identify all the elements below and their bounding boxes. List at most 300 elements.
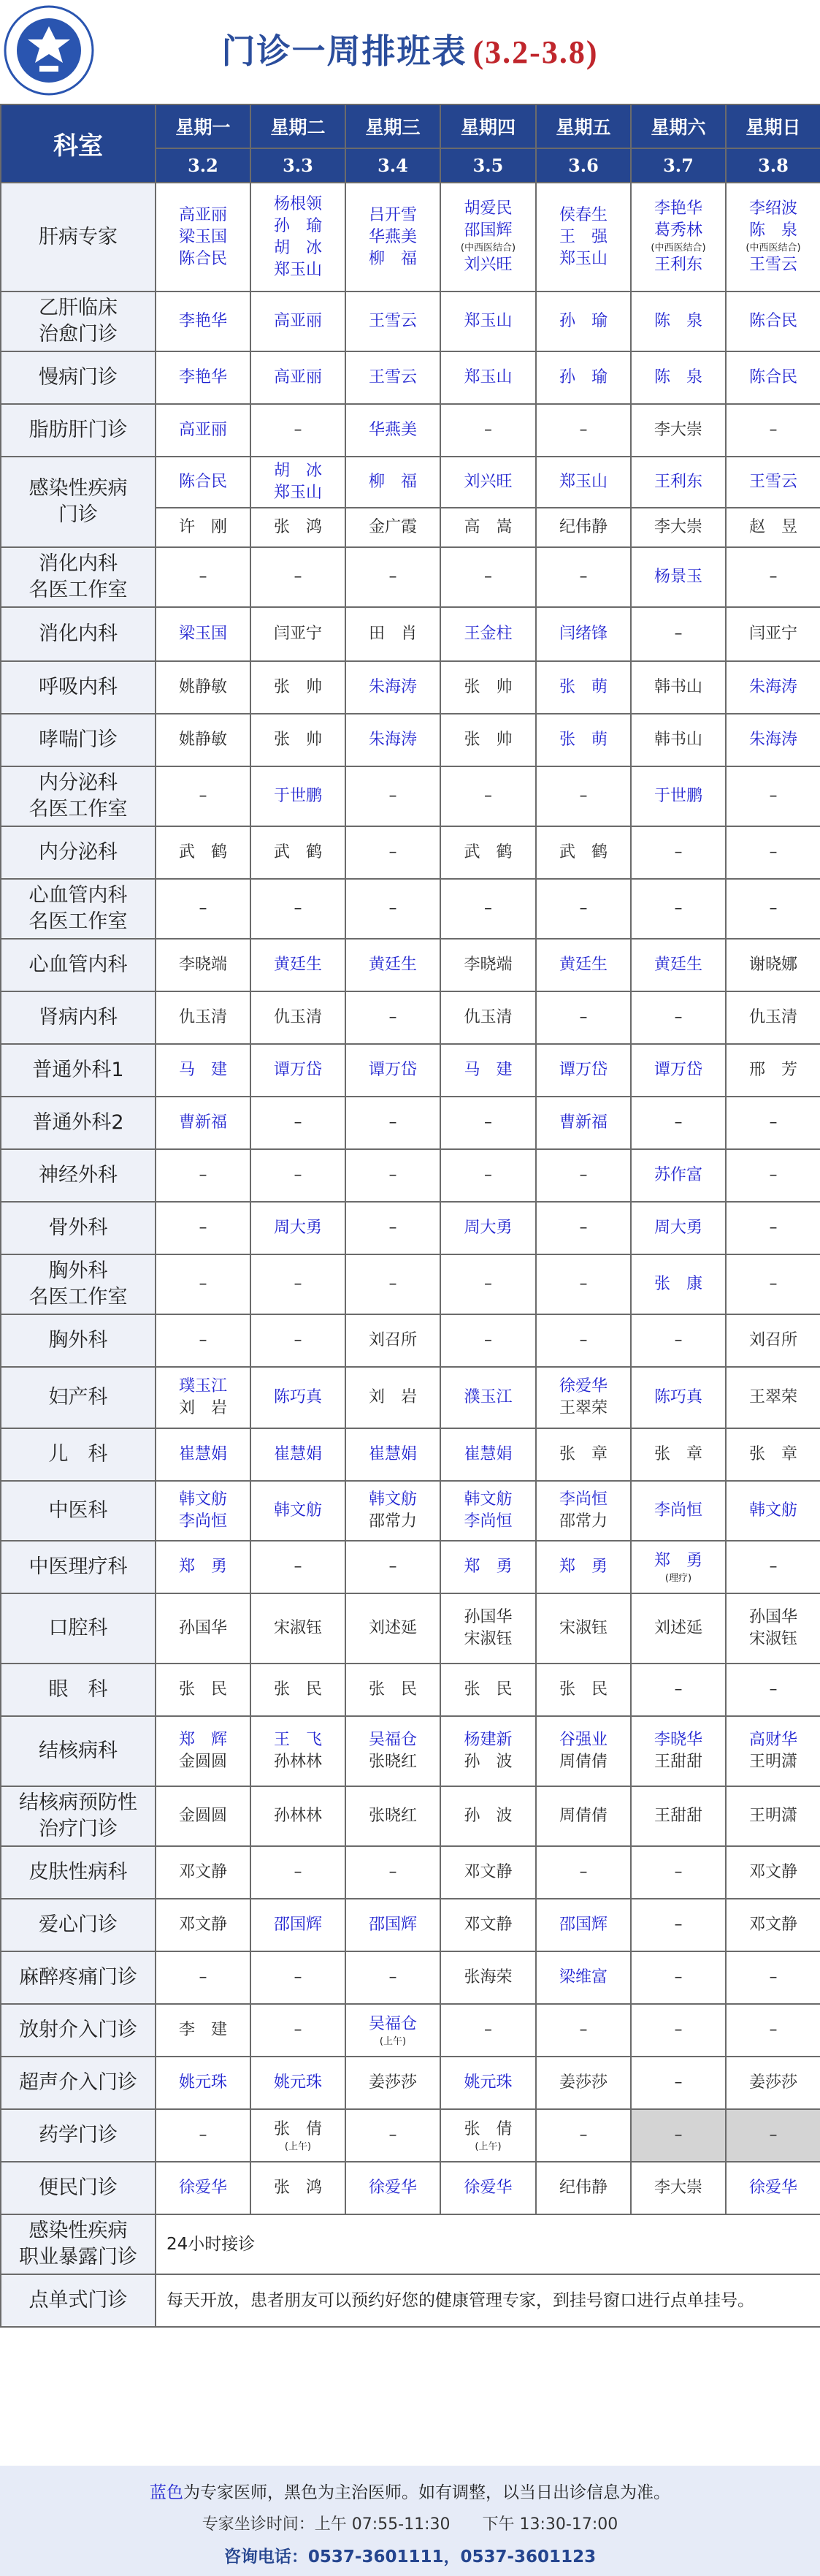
schedule-row — [1, 2214, 820, 2274]
doctor-name: 纪伟静 — [559, 518, 608, 536]
schedule-cell — [536, 291, 631, 351]
doctor-name: 郑玉山 — [464, 368, 513, 386]
schedule-cell — [726, 1541, 820, 1593]
schedule-cell — [726, 1367, 820, 1428]
schedule-cell — [156, 879, 250, 939]
day-header: 星期三 — [345, 104, 440, 148]
department-name: 肾病内科 — [1, 991, 156, 1044]
schedule-cell — [440, 1716, 536, 1786]
schedule-cell — [631, 1899, 726, 1951]
doctor-name: – — [579, 787, 588, 805]
schedule-cell — [536, 1541, 631, 1593]
doctor-name: – — [388, 2126, 397, 2144]
department-name: 内分泌科 名医工作室 — [1, 766, 156, 826]
schedule-row — [1, 351, 820, 404]
schedule-cell — [631, 1367, 726, 1428]
schedule-cell — [726, 508, 820, 547]
department-name: 妇产科 — [1, 1367, 156, 1428]
schedule-cell — [536, 508, 631, 547]
doctor-name: 崔慧娟 — [368, 1445, 417, 1463]
doctor-name: – — [769, 2126, 778, 2144]
department-name: 普通外科2 — [1, 1097, 156, 1149]
doctor-name: 郑 勇 — [464, 1558, 513, 1576]
doctor-name: – — [769, 1680, 778, 1699]
schedule-cell — [536, 607, 631, 661]
schedule-body — [1, 183, 820, 2327]
schedule-cell — [631, 1951, 726, 2004]
schedule-row — [1, 404, 820, 457]
schedule-cell — [726, 1664, 820, 1716]
doctor-name: 武 鹤 — [464, 843, 513, 861]
doctor-name: 张 帅 — [273, 678, 322, 696]
department-name: 感染性疾病 门诊 — [1, 457, 156, 547]
schedule-cell — [631, 939, 726, 991]
schedule-cell — [631, 1149, 726, 1202]
row-note: 24小时接诊 — [156, 2214, 820, 2274]
doctor-name: 张 章 — [559, 1445, 608, 1463]
doctor-name: 郑玉山 — [273, 260, 322, 279]
doctor-name: 周大勇 — [273, 1219, 322, 1237]
schedule-cell — [345, 826, 440, 879]
schedule-cell — [345, 1541, 440, 1593]
doctor-name: 刘述延 — [368, 1619, 417, 1637]
schedule-cell — [536, 1254, 631, 1314]
doctor-name: – — [674, 1968, 683, 1986]
doctor-name: 王 飞 — [273, 1731, 322, 1749]
date-header: 3.8 — [726, 148, 820, 183]
schedule-row — [1, 457, 820, 508]
department-name: 眼 科 — [1, 1664, 156, 1716]
doctor-name: 金广霞 — [368, 518, 417, 536]
doctor-name: 梁玉国 — [178, 227, 227, 246]
schedule-cell — [631, 1202, 726, 1254]
schedule-cell — [536, 991, 631, 1044]
doctor-name: 朱海涛 — [368, 678, 417, 696]
department-name: 中医科 — [1, 1481, 156, 1541]
schedule-row — [1, 291, 820, 351]
schedule-cell — [345, 508, 440, 547]
schedule-cell — [250, 1716, 345, 1786]
schedule-cell — [536, 1786, 631, 1846]
doctor-name: 朱海涛 — [748, 678, 797, 696]
schedule-cell — [726, 291, 820, 351]
schedule-cell — [156, 1367, 250, 1428]
doctor-name: 徐爱华 — [368, 2179, 417, 2197]
doctor-name: 陈合民 — [178, 473, 227, 491]
doctor-name: 马 建 — [178, 1061, 227, 1079]
schedule-cell — [156, 1593, 250, 1664]
doctor-name: 曹新福 — [178, 1113, 227, 1132]
schedule-cell — [631, 1664, 726, 1716]
schedule-row — [1, 1786, 820, 1846]
schedule-cell — [345, 1367, 440, 1428]
doctor-name: 王利东 — [654, 473, 702, 491]
schedule-cell — [345, 1786, 440, 1846]
schedule-cell — [536, 1481, 631, 1541]
doctor-name: 黄廷生 — [368, 956, 417, 974]
doctor-name: – — [674, 2126, 683, 2144]
department-name: 放射介入门诊 — [1, 2004, 156, 2057]
doctor-name: – — [769, 899, 778, 918]
schedule-cell — [631, 714, 726, 766]
doctor-name: 邓文静 — [748, 1916, 797, 1934]
schedule-cell — [631, 1044, 726, 1097]
doctor-name: 高财华 — [748, 1731, 797, 1749]
doctor-name: 闫亚宁 — [273, 625, 322, 643]
schedule-row — [1, 1044, 820, 1097]
doctor-name: – — [388, 787, 397, 805]
page-title: 门诊一周排班表 (3.2-3.8) — [221, 31, 599, 71]
schedule-cell — [631, 1428, 726, 1481]
doctor-name: 姜莎莎 — [559, 2073, 608, 2092]
doctor-name: 王甜甜 — [654, 1807, 702, 1825]
doctor-name: 李 建 — [178, 2021, 227, 2039]
row-note: 每天开放，患者朋友可以预约好您的健康管理专家，到挂号窗口进行点单挂号。 — [156, 2274, 820, 2327]
schedule-cell — [345, 1202, 440, 1254]
day-header: 星期五 — [536, 104, 631, 148]
doctor-name: 仇玉清 — [178, 1008, 227, 1026]
doctor-name: 邓文静 — [178, 1863, 227, 1881]
department-name: 麻醉疼痛门诊 — [1, 1951, 156, 2004]
doctor-name: 郑玉山 — [559, 249, 608, 268]
schedule-cell — [345, 1044, 440, 1097]
doctor-name: 张 民 — [464, 1680, 513, 1699]
schedule-cell — [631, 1593, 726, 1664]
doctor-name: 崔慧娟 — [273, 1445, 322, 1463]
schedule-cell — [250, 1314, 345, 1367]
schedule-cell — [440, 404, 536, 457]
schedule-cell — [345, 1428, 440, 1481]
schedule-cell — [536, 826, 631, 879]
schedule-note: (上午) — [475, 2141, 502, 2152]
doctor-name: – — [294, 421, 302, 439]
doctor-name: 仇玉清 — [464, 1008, 513, 1026]
doctor-name: – — [484, 787, 492, 805]
schedule-cell — [726, 1254, 820, 1314]
schedule-cell — [536, 1202, 631, 1254]
schedule-cell — [156, 1786, 250, 1846]
doctor-name: 刘述延 — [654, 1619, 702, 1637]
doctor-name: 杨景玉 — [654, 568, 702, 586]
schedule-cell — [631, 183, 726, 291]
schedule-cell — [345, 547, 440, 607]
date-header: 3.3 — [250, 148, 345, 183]
schedule-cell — [345, 607, 440, 661]
schedule-cell — [536, 457, 631, 508]
schedule-cell — [440, 508, 536, 547]
doctor-name: 张 帅 — [464, 678, 513, 696]
doctor-name: – — [388, 1113, 397, 1132]
doctor-name: – — [294, 1968, 302, 1986]
schedule-cell — [345, 714, 440, 766]
doctor-name: – — [674, 1680, 683, 1699]
doctor-name: 姜莎莎 — [368, 2073, 417, 2092]
doctor-name: – — [294, 568, 302, 586]
schedule-note: (中西医结合) — [746, 243, 801, 254]
schedule-cell — [440, 991, 536, 1044]
department-name: 儿 科 — [1, 1428, 156, 1481]
department-name: 哮喘门诊 — [1, 714, 156, 766]
schedule-cell — [726, 2162, 820, 2214]
doctor-name: – — [674, 2073, 683, 2092]
schedule-cell — [156, 1664, 250, 1716]
schedule-cell — [250, 939, 345, 991]
schedule-cell — [631, 991, 726, 1044]
schedule-cell — [631, 1254, 726, 1314]
doctor-name: 姚静敏 — [178, 678, 227, 696]
schedule-cell — [536, 404, 631, 457]
doctor-name: 邓文静 — [178, 1916, 227, 1934]
doctor-name: 张 倩 — [464, 2119, 513, 2138]
doctor-name: 陈 泉 — [654, 368, 702, 386]
doctor-name: 邵常力 — [368, 1512, 417, 1531]
schedule-cell — [156, 1314, 250, 1367]
doctor-name: 王翠荣 — [559, 1399, 608, 1417]
schedule-cell — [345, 661, 440, 714]
schedule-cell — [250, 1951, 345, 2004]
schedule-cell — [250, 1044, 345, 1097]
schedule-cell — [536, 1951, 631, 2004]
schedule-cell — [250, 1202, 345, 1254]
department-name: 普通外科1 — [1, 1044, 156, 1097]
schedule-cell — [536, 1367, 631, 1428]
doctor-name: 郑玉山 — [464, 312, 513, 330]
doctor-name: 曹新福 — [559, 1113, 608, 1132]
doctor-name: 赵 昱 — [748, 518, 797, 536]
doctor-name: 于世鹏 — [273, 787, 322, 805]
doctor-name: 孙国华 — [748, 1608, 797, 1626]
schedule-cell — [726, 1951, 820, 2004]
doctor-name: 张 章 — [654, 1445, 702, 1463]
doctor-name: 宋淑钰 — [464, 1630, 513, 1648]
department-name: 骨外科 — [1, 1202, 156, 1254]
schedule-row — [1, 1481, 820, 1541]
doctor-name: 韩文舫 — [464, 1490, 513, 1509]
schedule-cell — [440, 826, 536, 879]
schedule-cell — [536, 1314, 631, 1367]
doctor-name: 王利东 — [654, 256, 702, 274]
doctor-name: 张 康 — [654, 1275, 702, 1293]
doctor-name: – — [294, 1166, 302, 1184]
doctor-name: 宋淑钰 — [748, 1630, 797, 1648]
day-header: 星期六 — [631, 104, 726, 148]
schedule-cell — [440, 661, 536, 714]
schedule-cell — [250, 826, 345, 879]
schedule-cell — [536, 2109, 631, 2162]
doctor-name: – — [769, 1113, 778, 1132]
schedule-cell — [440, 1481, 536, 1541]
schedule-cell — [156, 351, 250, 404]
schedule-note: (上午) — [284, 2141, 312, 2152]
schedule-cell — [250, 404, 345, 457]
doctor-name: 孙林林 — [273, 1753, 322, 1771]
department-name: 便民门诊 — [1, 2162, 156, 2214]
doctor-name: 邵国辉 — [559, 1916, 608, 1934]
doctor-name: 王明潇 — [748, 1753, 797, 1771]
schedule-header — [1, 104, 820, 183]
doctor-name: 陈 泉 — [748, 221, 797, 240]
doctor-name: – — [484, 568, 492, 586]
schedule-cell — [156, 766, 250, 826]
doctor-name: 李大崇 — [654, 421, 702, 439]
doctor-name: – — [769, 1166, 778, 1184]
doctor-name: 王雪云 — [748, 473, 797, 491]
schedule-row — [1, 879, 820, 939]
clinic-hours: 专家坐诊时间：上午 07:55-11:30 下午 13:30-17:00 — [202, 2515, 618, 2534]
doctor-name: 周大勇 — [654, 1219, 702, 1237]
doctor-name: 张 倩 — [273, 2119, 322, 2138]
doctor-name: 郑玉山 — [273, 484, 322, 502]
doctor-name: 谭万岱 — [273, 1061, 322, 1079]
doctor-name: 孙 瑜 — [559, 312, 608, 330]
schedule-row — [1, 1149, 820, 1202]
schedule-cell — [536, 1097, 631, 1149]
doctor-name: 王翠荣 — [748, 1388, 797, 1406]
schedule-cell — [345, 1846, 440, 1899]
schedule-cell — [726, 2004, 820, 2057]
schedule-cell — [156, 1481, 250, 1541]
schedule-cell — [631, 547, 726, 607]
schedule-cell — [440, 2109, 536, 2162]
doctor-name: 谷强业 — [559, 1731, 608, 1749]
schedule-cell — [440, 1846, 536, 1899]
schedule-row — [1, 1254, 820, 1314]
schedule-cell — [156, 2004, 250, 2057]
doctor-name: – — [769, 1219, 778, 1237]
doctor-name: 张海荣 — [464, 1968, 513, 1986]
department-name: 中医理疗科 — [1, 1541, 156, 1593]
schedule-cell — [156, 404, 250, 457]
department-name: 内分泌科 — [1, 826, 156, 879]
schedule-cell — [726, 661, 820, 714]
schedule-cell — [631, 1716, 726, 1786]
schedule-cell — [250, 661, 345, 714]
doctor-name: 华燕美 — [368, 421, 417, 439]
legend-note: 蓝色为专家医师，黑色为主治医师。如有调整，以当日出诊信息为准。 — [150, 2483, 670, 2502]
department-name: 结核病科 — [1, 1716, 156, 1786]
doctor-name: 陈 泉 — [654, 312, 702, 330]
day-header: 星期日 — [726, 104, 820, 148]
schedule-cell — [726, 183, 820, 291]
schedule-cell — [536, 1593, 631, 1664]
schedule-cell — [250, 1481, 345, 1541]
schedule-cell — [250, 1786, 345, 1846]
schedule-cell — [726, 1846, 820, 1899]
department-name: 脂肪肝门诊 — [1, 404, 156, 457]
department-name: 口腔科 — [1, 1593, 156, 1664]
schedule-row — [1, 1097, 820, 1149]
schedule-row — [1, 1899, 820, 1951]
schedule-cell — [345, 1314, 440, 1367]
doctor-name: 张晓红 — [368, 1753, 417, 1771]
doctor-name: 黄廷生 — [654, 956, 702, 974]
schedule-cell — [631, 766, 726, 826]
department-name: 神经外科 — [1, 1149, 156, 1202]
schedule-row — [1, 547, 820, 607]
schedule-table — [0, 104, 820, 2328]
doctor-name: 孙 瑜 — [559, 368, 608, 386]
schedule-cell — [440, 1541, 536, 1593]
schedule-cell — [440, 1097, 536, 1149]
doctor-name: – — [769, 2021, 778, 2039]
doctor-name: 谭万岱 — [368, 1061, 417, 1079]
doctor-name: 张晓红 — [368, 1807, 417, 1825]
schedule-cell — [536, 939, 631, 991]
doctor-name: 邵国辉 — [273, 1916, 322, 1934]
schedule-cell — [726, 607, 820, 661]
day-header: 星期二 — [250, 104, 345, 148]
schedule-cell — [250, 1097, 345, 1149]
doctor-name: 韩书山 — [654, 731, 702, 749]
doctor-name: 刘 岩 — [368, 1388, 417, 1406]
schedule-cell — [631, 2109, 726, 2162]
doctor-name: – — [199, 899, 207, 918]
doctor-name: 吕开雪 — [368, 205, 417, 224]
doctor-name: 张 萌 — [559, 731, 608, 749]
department-name: 肝病专家 — [1, 183, 156, 291]
department-name: 爱心门诊 — [1, 1899, 156, 1951]
doctor-name: 李晓华 — [654, 1731, 702, 1749]
schedule-cell — [631, 2057, 726, 2109]
schedule-cell — [631, 2162, 726, 2214]
schedule-cell — [631, 508, 726, 547]
doctor-name: 纪伟静 — [559, 2179, 608, 2197]
schedule-cell — [631, 1846, 726, 1899]
doctor-name: 梁维富 — [559, 1968, 608, 1986]
schedule-cell — [440, 1254, 536, 1314]
doctor-name: – — [579, 1219, 588, 1237]
doctor-name: 李艳华 — [178, 312, 227, 330]
doctor-name: 李绍波 — [748, 199, 797, 218]
doctor-name: 宋淑钰 — [273, 1619, 322, 1637]
schedule-cell — [250, 1846, 345, 1899]
schedule-row — [1, 766, 820, 826]
doctor-name: – — [388, 1275, 397, 1293]
schedule-cell — [726, 1149, 820, 1202]
schedule-cell — [726, 1044, 820, 1097]
schedule-row — [1, 2057, 820, 2109]
doctor-name: 刘召所 — [368, 1331, 417, 1349]
doctor-name: 孙国华 — [178, 1619, 227, 1637]
schedule-cell — [345, 1149, 440, 1202]
doctor-name: – — [674, 899, 683, 918]
schedule-cell — [250, 508, 345, 547]
doctor-name: – — [199, 1968, 207, 1986]
schedule-cell — [156, 1951, 250, 2004]
schedule-cell — [345, 2162, 440, 2214]
schedule-cell — [345, 1097, 440, 1149]
schedule-cell — [345, 1664, 440, 1716]
doctor-name: – — [579, 1275, 588, 1293]
schedule-row — [1, 1846, 820, 1899]
schedule-cell — [440, 1044, 536, 1097]
schedule-cell — [250, 714, 345, 766]
schedule-cell — [440, 291, 536, 351]
doctor-name: – — [484, 2021, 492, 2039]
doctor-name: 郑玉山 — [559, 473, 608, 491]
schedule-cell — [156, 1044, 250, 1097]
doctor-name: – — [769, 843, 778, 861]
doctor-name: 王明潇 — [748, 1807, 797, 1825]
doctor-name: – — [579, 2126, 588, 2144]
doctor-name: – — [769, 568, 778, 586]
schedule-cell — [440, 714, 536, 766]
schedule-cell — [345, 1951, 440, 2004]
department-name: 皮肤性病科 — [1, 1846, 156, 1899]
doctor-name: 黄廷生 — [559, 956, 608, 974]
doctor-name: 谢晓娜 — [748, 956, 797, 974]
schedule-cell — [726, 1481, 820, 1541]
